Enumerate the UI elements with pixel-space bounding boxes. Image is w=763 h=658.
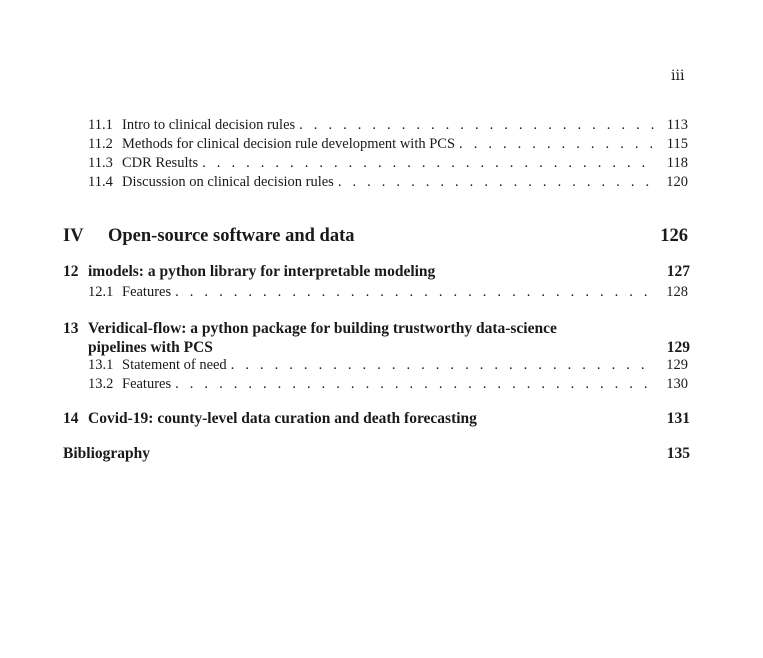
chapter-title: Covid-19: county-level data curation and death forecasting	[88, 410, 477, 427]
section-page: 113	[666, 117, 688, 133]
chapter-page: 131	[666, 410, 690, 427]
section-number: 11.1	[88, 117, 113, 133]
section-number: 11.3	[88, 155, 113, 171]
section-title: Statement of need	[122, 357, 227, 373]
toc-chapter-12[interactable]	[63, 263, 690, 281]
chapter-title-line1: Veridical-flow: a python package for building trustworthy data-science	[88, 320, 557, 337]
toc-chapter-13[interactable]	[63, 319, 690, 357]
toc-entry-12-1[interactable]	[88, 284, 688, 301]
chapter-page: 129	[666, 339, 690, 356]
toc-entry-11-2[interactable]	[88, 136, 688, 153]
chapter-title-line2: pipelines with PCS	[88, 339, 213, 356]
section-page: 115	[666, 136, 688, 152]
section-title: CDR Results	[122, 155, 199, 171]
toc-bibliography[interactable]	[63, 445, 690, 463]
dot-leader	[231, 357, 656, 374]
toc-chapter-14[interactable]	[63, 410, 690, 428]
toc-entry-13-1[interactable]	[88, 357, 688, 374]
page-number: iii	[671, 68, 685, 84]
dot-leader	[175, 376, 656, 393]
section-number: 11.2	[88, 136, 113, 152]
section-page: 120	[666, 174, 688, 190]
toc-entry-11-1[interactable]	[88, 117, 688, 134]
toc-entry-11-3[interactable]	[88, 155, 688, 172]
part-number: IV	[63, 226, 84, 246]
chapter-number: 13	[63, 320, 79, 337]
section-page: 128	[666, 284, 688, 300]
section-number: 11.4	[88, 174, 113, 190]
bibliography-page: 135	[666, 445, 690, 462]
section-title: Discussion on clinical decision rules	[122, 174, 334, 190]
dot-leader	[459, 136, 656, 153]
dot-leader	[202, 155, 656, 172]
dot-leader	[338, 174, 656, 191]
toc-entry-11-4[interactable]	[88, 174, 688, 191]
section-title: Features	[122, 376, 172, 392]
part-title: Open-source software and data	[108, 226, 355, 246]
bibliography-title: Bibliography	[63, 445, 150, 462]
section-number: 13.1	[88, 357, 114, 373]
toc-part-iv[interactable]	[63, 226, 688, 247]
section-title: Intro to clinical decision rules	[122, 117, 296, 133]
section-number: 12.1	[88, 284, 114, 300]
section-title: Methods for clinical decision rule development with PCS	[122, 136, 456, 152]
chapter-number: 12	[63, 263, 79, 280]
section-number: 13.2	[88, 376, 114, 392]
part-page: 126	[660, 226, 688, 246]
dot-leader	[175, 284, 656, 301]
toc-entry-13-2[interactable]	[88, 376, 688, 393]
section-title: Features	[122, 284, 172, 300]
chapter-number: 14	[63, 410, 79, 427]
chapter-title: imodels: a python library for interpretable modeling	[88, 263, 436, 280]
chapter-page: 127	[666, 263, 690, 280]
section-page: 129	[666, 357, 688, 373]
section-page: 118	[666, 155, 688, 171]
section-page: 130	[666, 376, 688, 392]
dot-leader	[299, 117, 656, 134]
